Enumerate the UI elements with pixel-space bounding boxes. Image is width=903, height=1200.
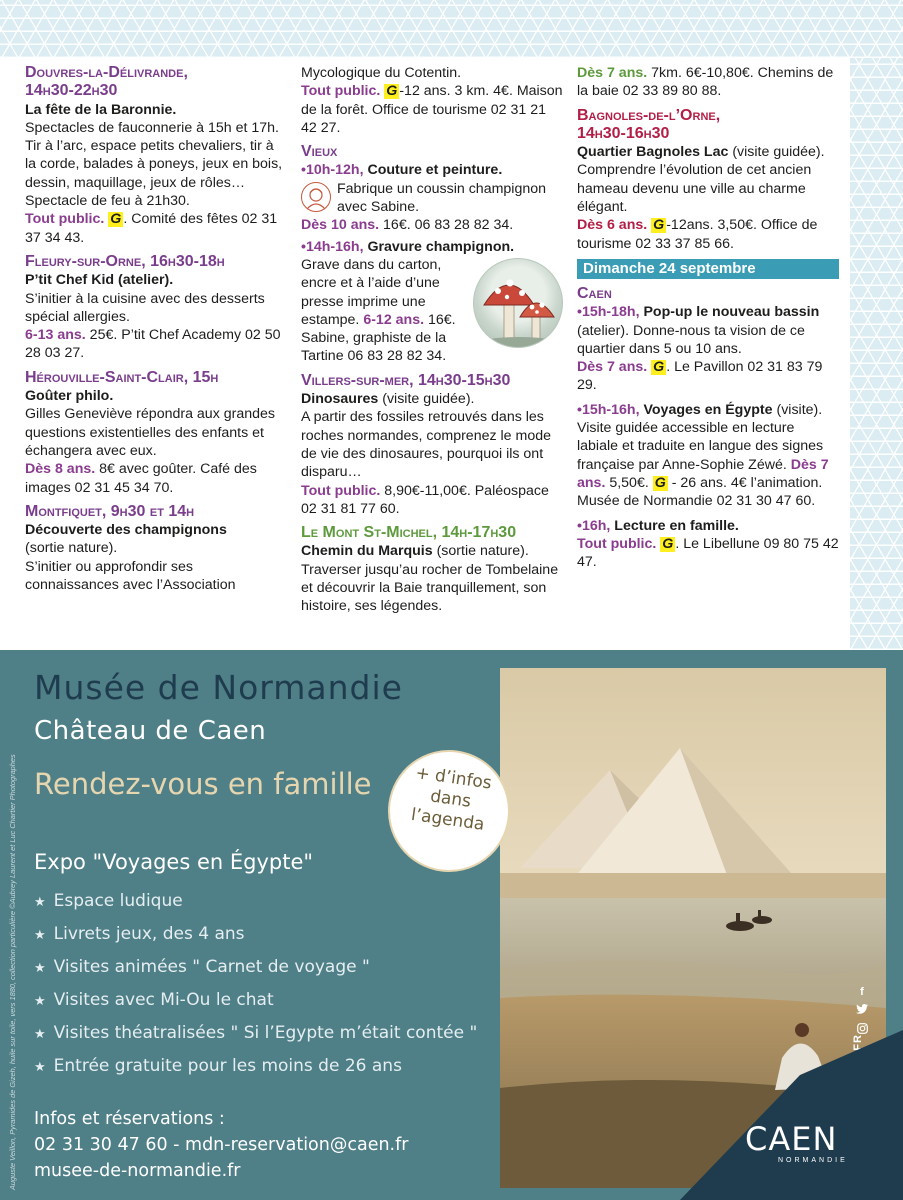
event-fleury <box>25 253 287 363</box>
event-voyages-egypte <box>577 401 839 511</box>
decorative-pattern-right <box>850 58 903 650</box>
museum-subtitle: Château de Caen <box>34 716 267 746</box>
photo-credit: Auguste Veillon, Pyramides de Gizeh, huile sur toile, vers 1880, collection particulière ©Aubrey Laurent et Luc Chartier Photographes <box>8 754 17 1190</box>
star-icon: ★ <box>34 1027 46 1042</box>
event-description: A partir des fossiles retrouvés dans les roches normandes, comprenez le mode de vie des dinosaures, pourquoi ils ont disparu… <box>301 409 551 481</box>
event-info: 25€. P’tit Chef Academy 02 50 28 03 27. <box>25 327 281 362</box>
town-heading: Hérouville-Saint-Clair, 15h <box>25 368 219 386</box>
event-title: P’tit Chef Kid (atelier). <box>25 272 174 289</box>
age-label: 6-13 ans. <box>25 327 86 344</box>
event-details <box>25 326 287 363</box>
event-title: Quartier Bagnoles Lac <box>577 144 729 161</box>
event-details <box>301 216 563 234</box>
event-line <box>577 401 839 511</box>
free-icon: G <box>653 217 665 234</box>
star-icon: ★ <box>34 895 46 910</box>
event-description: Grave dans du carton, encre et à l’aide d’une presse imprime une estampe. 6-12 ans. 16€. Sabine, graphiste de la Tartine 06 83 28 82 34. <box>301 256 456 365</box>
event-line <box>577 143 839 161</box>
free-icon: G <box>653 359 665 376</box>
event-line <box>301 390 563 408</box>
badge-line-2: dans <box>429 786 473 812</box>
event-gravure <box>301 238 563 366</box>
star-icon: ★ <box>34 1060 46 1075</box>
twitter-icon[interactable] <box>854 1004 870 1017</box>
event-montfiquet-cont <box>301 64 563 137</box>
event-time: •16h, <box>577 517 611 534</box>
event-line <box>577 517 839 535</box>
event-title: Goûter philo. <box>25 388 114 405</box>
decorative-pattern-top <box>0 0 903 58</box>
event-description: Gilles Geneviève répondra aux grandes questions existentielles des enfants et échangera avec eux. <box>25 406 276 459</box>
event-info: 16€. 06 83 28 82 34. <box>379 217 514 234</box>
event-montfiquet <box>25 503 287 594</box>
event-info: 8,90€-11,00€. Paléospace 02 31 81 77 60. <box>301 482 549 517</box>
town-heading: Douvres-la-Délivrande, <box>25 64 188 81</box>
list-item: ★ Entrée gratuite pour les moins de 26 ans <box>34 1056 402 1076</box>
list-item: ★ Livrets jeux, des 4 ans <box>34 924 245 944</box>
event-info: 16€. Sabine, graphiste de la Tartine 06 83 28 82 34. <box>301 311 456 365</box>
event-line <box>301 238 563 256</box>
contact-heading: Infos et réservations : <box>34 1109 225 1129</box>
town-heading: Le Mont St-Michel, 14h-17h30 <box>301 524 517 542</box>
event-lecture <box>577 517 839 572</box>
town-heading: Caen <box>577 284 612 302</box>
day-header: Dimanche 24 septembre <box>577 259 839 279</box>
star-icon: ★ <box>34 961 46 976</box>
event-description: Comprendre l’évolution de cet ancien hameau devenu une ville au charme élégant. <box>577 162 812 216</box>
mushroom-illustration <box>473 258 563 348</box>
event-details <box>25 210 287 247</box>
town-heading: Villers-sur-mer, 14h30-15h30 <box>301 371 511 389</box>
event-details <box>577 535 839 572</box>
event-info: -12 ans. 3 km. 4€. Maison de la forêt. Office de tourisme 02 31 21 42 27. <box>301 83 563 136</box>
age-label: Tout public. <box>301 83 381 100</box>
event-info: . Le Pavillon 02 31 83 79 29. <box>577 359 823 394</box>
expo-title: Expo "Voyages en Égypte" <box>34 850 314 874</box>
age-label: Dès 7 ans. <box>577 65 648 81</box>
age-label: Tout public. <box>577 535 657 552</box>
museum-ad <box>0 650 903 1200</box>
event-time: •15h-18h, <box>577 304 640 321</box>
contact-phone-email[interactable]: 02 31 30 47 60 - mdn-reservation@caen.fr <box>34 1135 409 1155</box>
town-heading: Fleury-sur-Orne, 16h30-18h <box>25 252 225 270</box>
age-label: 6-12 ans. <box>363 311 425 328</box>
avatar-icon <box>301 182 331 212</box>
age-label: Dès 7 ans. <box>577 456 829 491</box>
contact-info <box>34 1106 408 1184</box>
age-label: Dès 8 ans. <box>25 461 96 478</box>
agenda-column-1 <box>25 64 287 594</box>
event-details <box>577 358 839 395</box>
museum-title: Musée de Normandie <box>34 668 403 707</box>
event-description: Traverser jusqu’au rocher de Tombelaine et découvrir la Baie tranquillement, son histoire, ses légendes. <box>301 561 559 615</box>
town-heading: Bagnoles-de-l’Orne, <box>577 106 721 124</box>
event-price: 5,50€. <box>605 474 653 491</box>
website-link[interactable]: musee-de-normandie.fr <box>34 1161 241 1181</box>
event-title: Lecture en famille. <box>610 517 739 534</box>
event-villers <box>301 372 563 518</box>
event-title: Découverte des champignons <box>25 522 227 539</box>
event-details <box>25 460 287 497</box>
event-details <box>577 64 839 101</box>
event-bagnoles <box>577 107 839 253</box>
badge-line-3: l’agenda <box>409 804 486 835</box>
event-time: •10h-12h, <box>301 162 364 179</box>
event-title: Voyages en Égypte <box>639 401 773 418</box>
agenda-column-2 <box>301 64 563 616</box>
event-mont-st-michel-cont <box>577 64 839 101</box>
free-icon: G <box>110 211 122 228</box>
event-info: . Comité des fêtes 02 31 37 34 43. <box>25 211 278 246</box>
event-title: Pop-up le nouveau bassin <box>639 304 820 321</box>
star-icon: ★ <box>34 928 46 943</box>
event-time: •15h-16h, <box>577 401 640 418</box>
event-title: Dinosaures <box>301 391 379 408</box>
event-line <box>577 303 839 358</box>
event-time: 14h30-16h30 <box>577 124 670 142</box>
list-item: ★ Visites animées " Carnet de voyage " <box>34 957 370 977</box>
event-description: Fabrique un coussin champignon avec Sabine. <box>337 180 547 216</box>
event-details <box>577 216 839 253</box>
age-label: Dès 10 ans. <box>301 217 380 234</box>
event-description: S’initier ou approfondir ses connaissances avec l’Association <box>25 558 236 594</box>
event-description: (visite). Visite guidée accessible en lecture labiale et traduite en langue des signes française par Anne-Sophie Zéwé. <box>577 401 824 473</box>
caen-logo-shape <box>680 1030 903 1200</box>
info-badge <box>380 742 518 880</box>
age-label: Tout public. <box>25 211 105 228</box>
town-heading: Vieux <box>301 143 338 161</box>
star-icon: ★ <box>34 994 46 1009</box>
event-info: -12ans. 3,50€. Office de tourisme 02 33 37 85 66. <box>577 217 818 252</box>
age-label: Dès 6 ans. <box>577 217 648 234</box>
event-title: La fête de la Baronnie. <box>25 101 177 118</box>
event-info: 8€ avec goûter. Café des images 02 31 45 34 70. <box>25 461 257 496</box>
event-details <box>301 82 563 137</box>
museum-tagline: Rendez-vous en famille <box>34 767 372 801</box>
event-description: Spectacles de fauconnerie à 15h et 17h. Tir à l’arc, espace petits chevaliers, tir à la corde, balades à poneys, jeux en bois, dessin, maquillage, jeux de rôles… Spectacle de feu à 21h30. <box>25 119 283 210</box>
event-type: (visite guidée). <box>378 391 475 408</box>
event-caen <box>577 285 839 395</box>
event-vieux <box>301 143 563 234</box>
event-details <box>301 482 563 519</box>
list-item: ★ Visites théatralisées " Si l’Egypte m’était contée " <box>34 1023 478 1043</box>
event-time: •14h-16h, <box>301 238 364 255</box>
event-mont-st-michel <box>301 524 563 615</box>
event-type: (visite guidée). <box>728 144 825 161</box>
free-icon: G <box>654 474 666 491</box>
event-time: 14h30-22h30 <box>25 82 118 100</box>
event-title: Gravure champignon. <box>363 238 515 255</box>
free-icon: G <box>662 535 674 552</box>
event-description: S’initier à la cuisine avec des desserts spécial allergies. <box>25 290 265 325</box>
event-title: Chemin du Marquis <box>301 543 433 560</box>
event-type: (sortie nature). <box>432 543 529 560</box>
agenda-column-3 <box>577 64 839 571</box>
event-subtitle: (sortie nature). <box>25 540 118 557</box>
facebook-icon[interactable]: f <box>860 986 864 998</box>
event-description: Mycologique du Cotentin. <box>301 65 462 81</box>
event-douvres <box>25 64 287 247</box>
free-icon: G <box>386 83 398 100</box>
town-heading: Montfiquet, 9h30 et 14h <box>25 502 195 520</box>
caen-logo: CAEN <box>745 1120 838 1158</box>
badge-line-1: + d’infos <box>414 763 493 794</box>
list-item: ★ Visites avec Mi-Ou le chat <box>34 990 274 1010</box>
event-line <box>301 161 563 179</box>
event-info: . Le Libellune 09 80 75 42 47. <box>577 535 839 571</box>
event-description-wrap <box>301 180 563 217</box>
list-item: ★ Espace ludique <box>34 891 183 911</box>
expo-list <box>34 890 477 1088</box>
age-label: Tout public. <box>301 482 381 499</box>
age-label: Dès 7 ans. <box>577 359 648 376</box>
event-description: (atelier). Donne-nous ta vision de ce quartier dans 5 ou 10 ans. <box>577 322 805 357</box>
caen-logo-sub: NORMANDIE <box>778 1157 848 1164</box>
event-info: - 26 ans. 4€ l’animation. Musée de Normandie 02 31 30 47 60. <box>577 474 823 510</box>
event-line <box>301 542 563 560</box>
event-title: Couture et peinture. <box>363 162 503 179</box>
event-info: 7km. 6€-10,80€. Chemins de la baie 02 33 89 80 88. <box>577 65 834 100</box>
event-herouville <box>25 369 287 497</box>
